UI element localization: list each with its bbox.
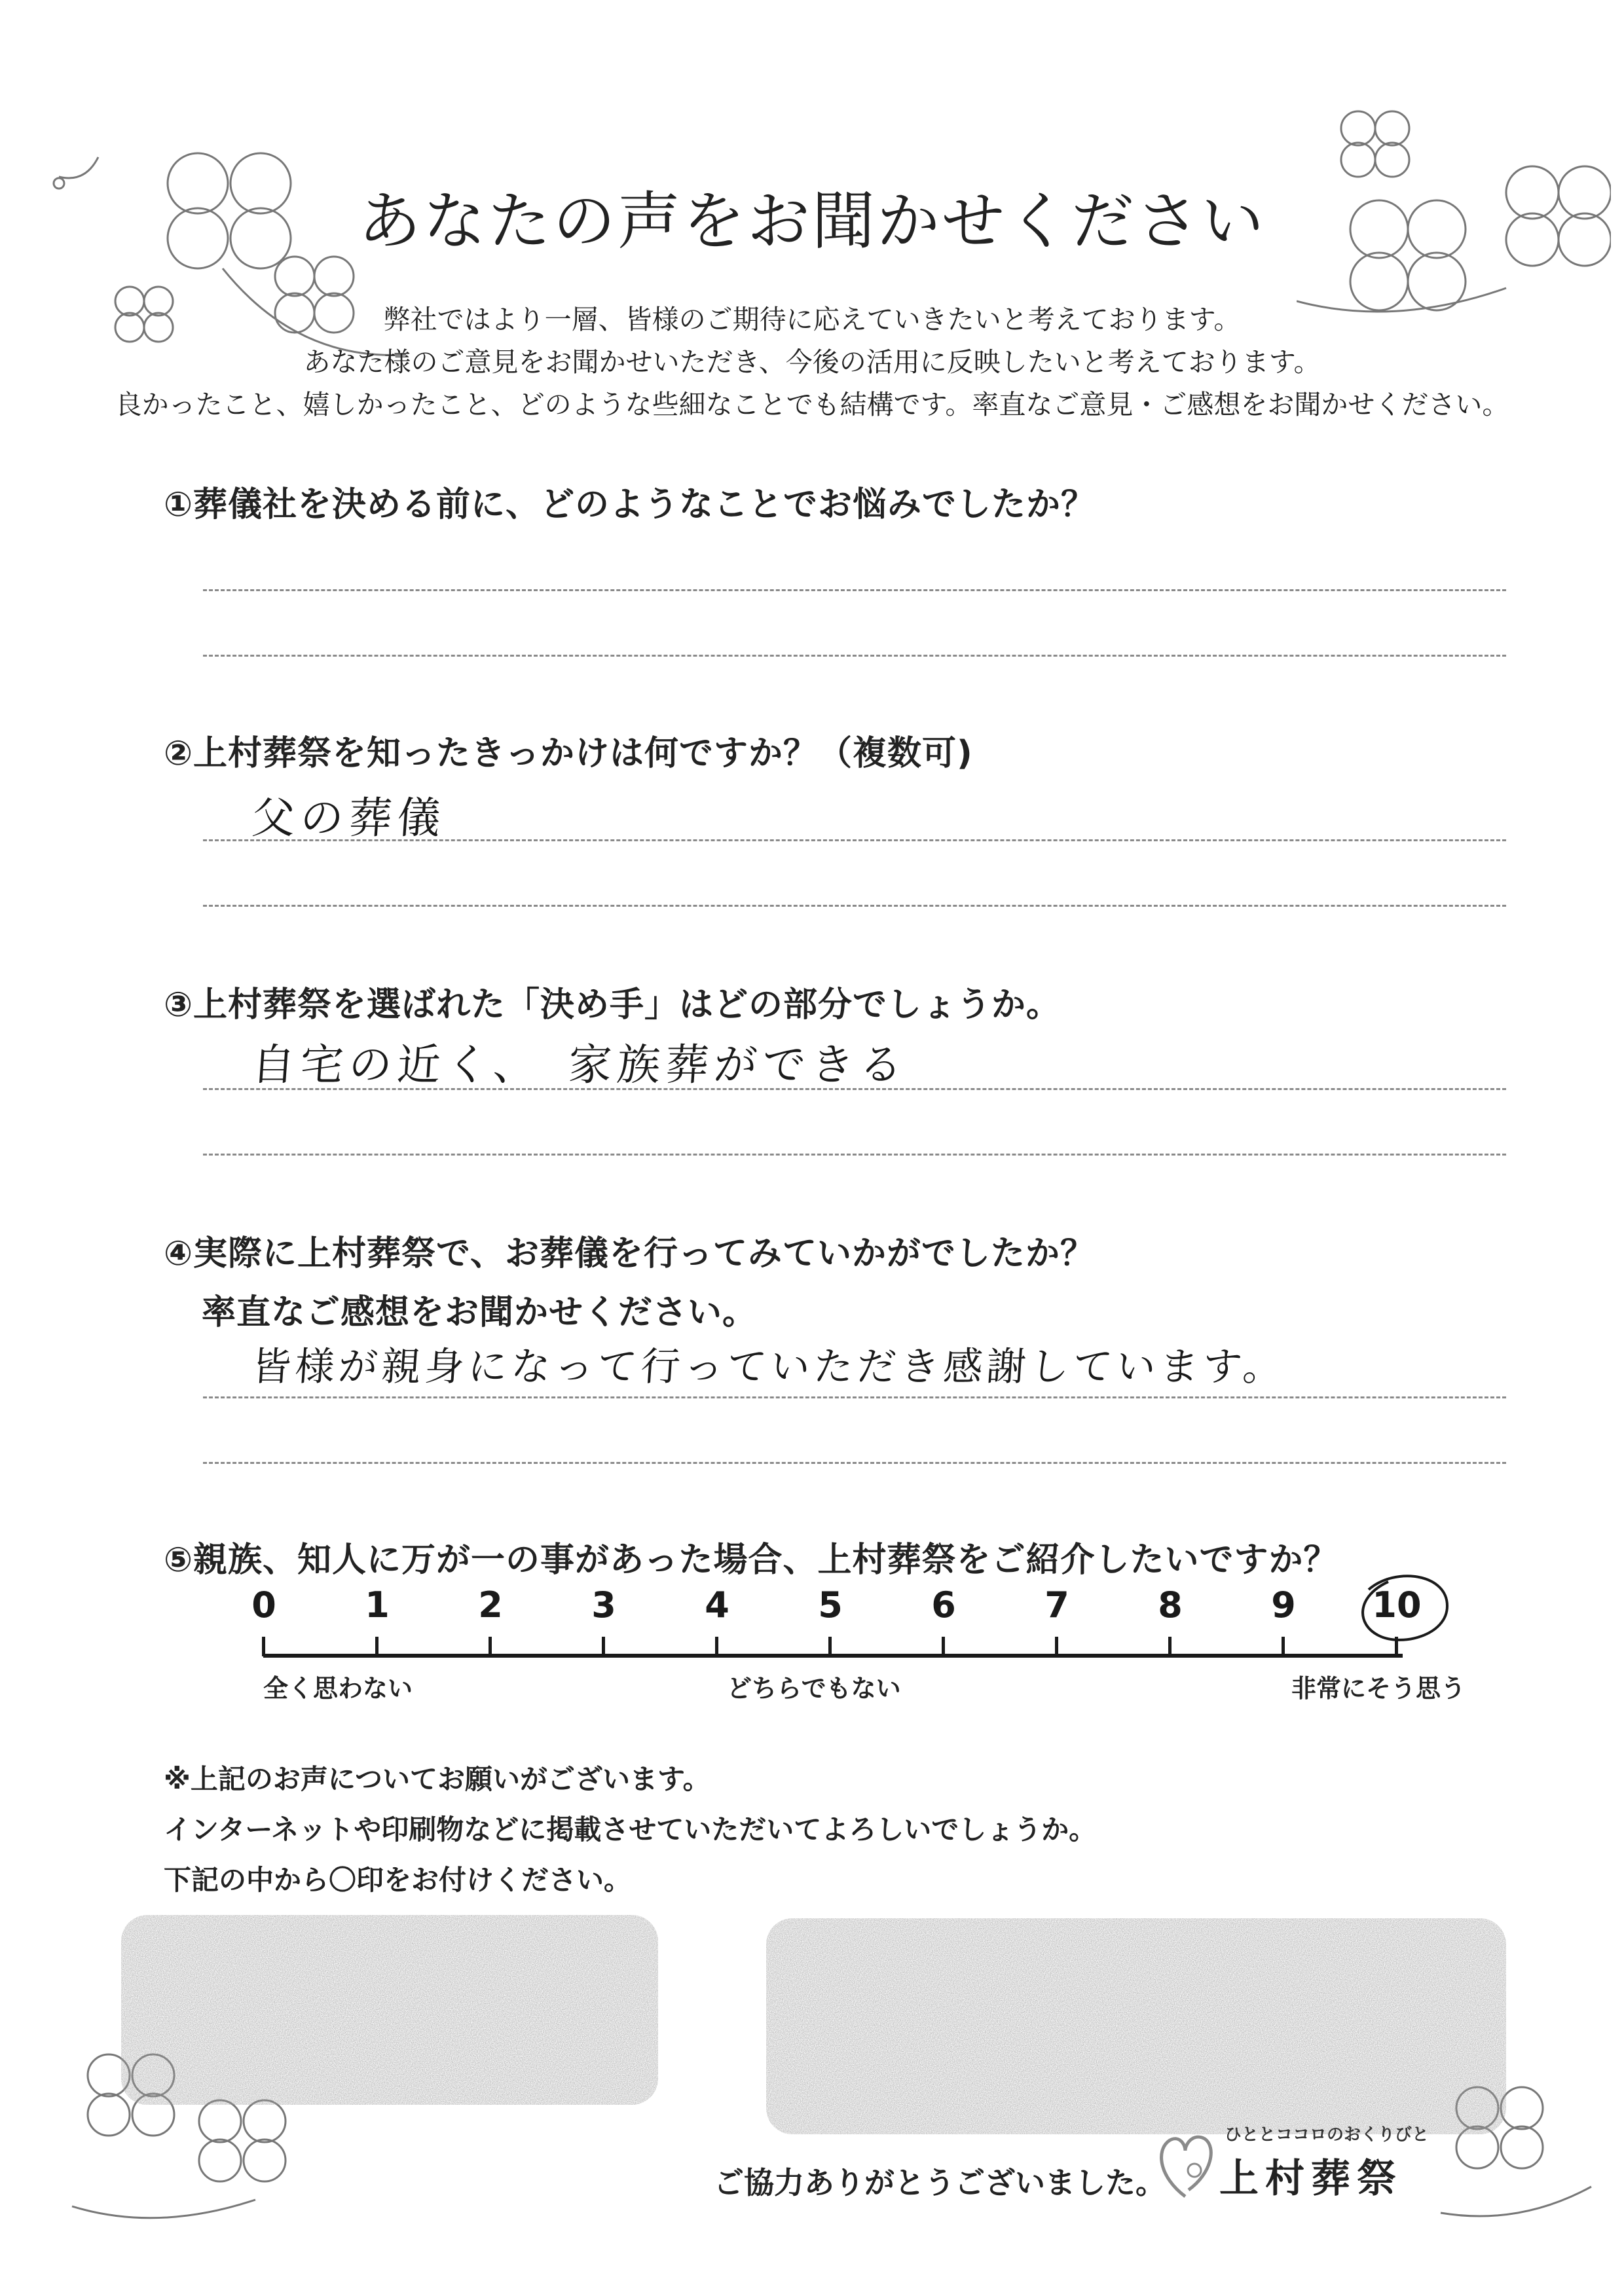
rating-number-9[interactable]: 9 (1271, 1584, 1296, 1626)
question-1-label: ①葬儀社を決める前に、どのようなことでお悩みでしたか？ (164, 485, 1096, 524)
rating-tick (262, 1637, 265, 1656)
question-2-answer: 父の葬儀 (249, 793, 448, 843)
rating-number-10[interactable]: 10 (1372, 1584, 1422, 1626)
answer-line (203, 1088, 1506, 1090)
answer-line (203, 1154, 1506, 1156)
obscured-area-right (766, 1918, 1506, 2134)
rating-tick (375, 1637, 378, 1656)
rating-tick (715, 1637, 718, 1656)
answer-line (203, 589, 1506, 591)
intro-line-2: あなた様のご意見をお聞かせいただき、今後の活用に反映したいと考えております。 (303, 346, 1321, 378)
company-heart-logo-icon (1153, 2124, 1218, 2203)
answer-line (203, 905, 1506, 907)
answer-line (203, 839, 1506, 841)
rating-tick (1282, 1637, 1285, 1656)
intro-line-3: 良かったこと、嬉しかったこと、どのような些細なことでも結構です。率直なご意見・ご感想をお聞かせください。 (115, 389, 1509, 420)
answer-line (203, 1396, 1506, 1398)
rating-tick (942, 1637, 945, 1656)
question-2-label: ②上村葬祭を知ったきっかけは何ですか？（複数可) (164, 734, 973, 773)
obscured-area-left (121, 1915, 658, 2105)
rating-tick (489, 1637, 492, 1656)
rating-mid-label: どちらでもない (727, 1674, 901, 1703)
question-3-label: ③上村葬祭を選ばれた「決め手」はどの部分でしょうか。 (164, 985, 1061, 1025)
question-5-label: ⑤親族、知人に万が一の事があった場合、上村葬祭をご紹介したいですか？ (164, 1540, 1338, 1580)
answer-line (203, 655, 1506, 657)
thanks-message: ご協力ありがとうございました。 (714, 2165, 1166, 2200)
rating-number-8[interactable]: 8 (1158, 1584, 1183, 1626)
question-4-sub-label: 率直なご感想をお聞かせください。 (202, 1293, 758, 1332)
question-4-answer: 皆様が親身になって行っていただき感謝しています。 (250, 1344, 1288, 1390)
rating-tick (1055, 1637, 1058, 1656)
rating-number-5[interactable]: 5 (818, 1584, 843, 1626)
rating-low-label: 全く思わない (263, 1674, 413, 1703)
rating-tick (1168, 1637, 1172, 1656)
rating-tick (828, 1637, 832, 1656)
notice-line-1: ※上記のお声についてお願いがございます。 (164, 1763, 710, 1795)
company-tagline: ひととココロのおくりびと (1225, 2125, 1430, 2145)
rating-number-4[interactable]: 4 (705, 1584, 729, 1626)
intro-line-1: 弊社ではより一層、皆様のご期待に応えていきたいと考えております。 (383, 304, 1241, 335)
rating-selection-circle (1349, 1570, 1460, 1655)
rating-number-2[interactable]: 2 (478, 1584, 503, 1626)
rating-tick (602, 1637, 605, 1656)
form-title: あなたの声をお聞かせください (358, 185, 1266, 258)
question-3-answer: 自宅の近く、 家族葬ができる (249, 1040, 910, 1090)
rating-number-7[interactable]: 7 (1044, 1584, 1069, 1626)
rating-high-label: 非常にそう思う (1291, 1674, 1466, 1703)
company-name: 上村葬祭 (1219, 2156, 1403, 2202)
notice-line-2: インターネットや印刷物などに掲載させていただいてよろしいでしょうか。 (164, 1813, 1097, 1846)
notice-line-3: 下記の中から〇印をお付けください。 (164, 1864, 632, 1896)
rating-number-1[interactable]: 1 (365, 1584, 390, 1626)
answer-line (203, 1462, 1506, 1464)
rating-number-3[interactable]: 3 (591, 1584, 616, 1626)
rating-scale-line (263, 1654, 1403, 1658)
question-4-label: ④実際に上村葬祭で、お葬儀を行ってみていかがでしたか？ (164, 1234, 1095, 1273)
rating-number-6[interactable]: 6 (931, 1584, 956, 1626)
rating-number-0[interactable]: 0 (251, 1584, 276, 1626)
